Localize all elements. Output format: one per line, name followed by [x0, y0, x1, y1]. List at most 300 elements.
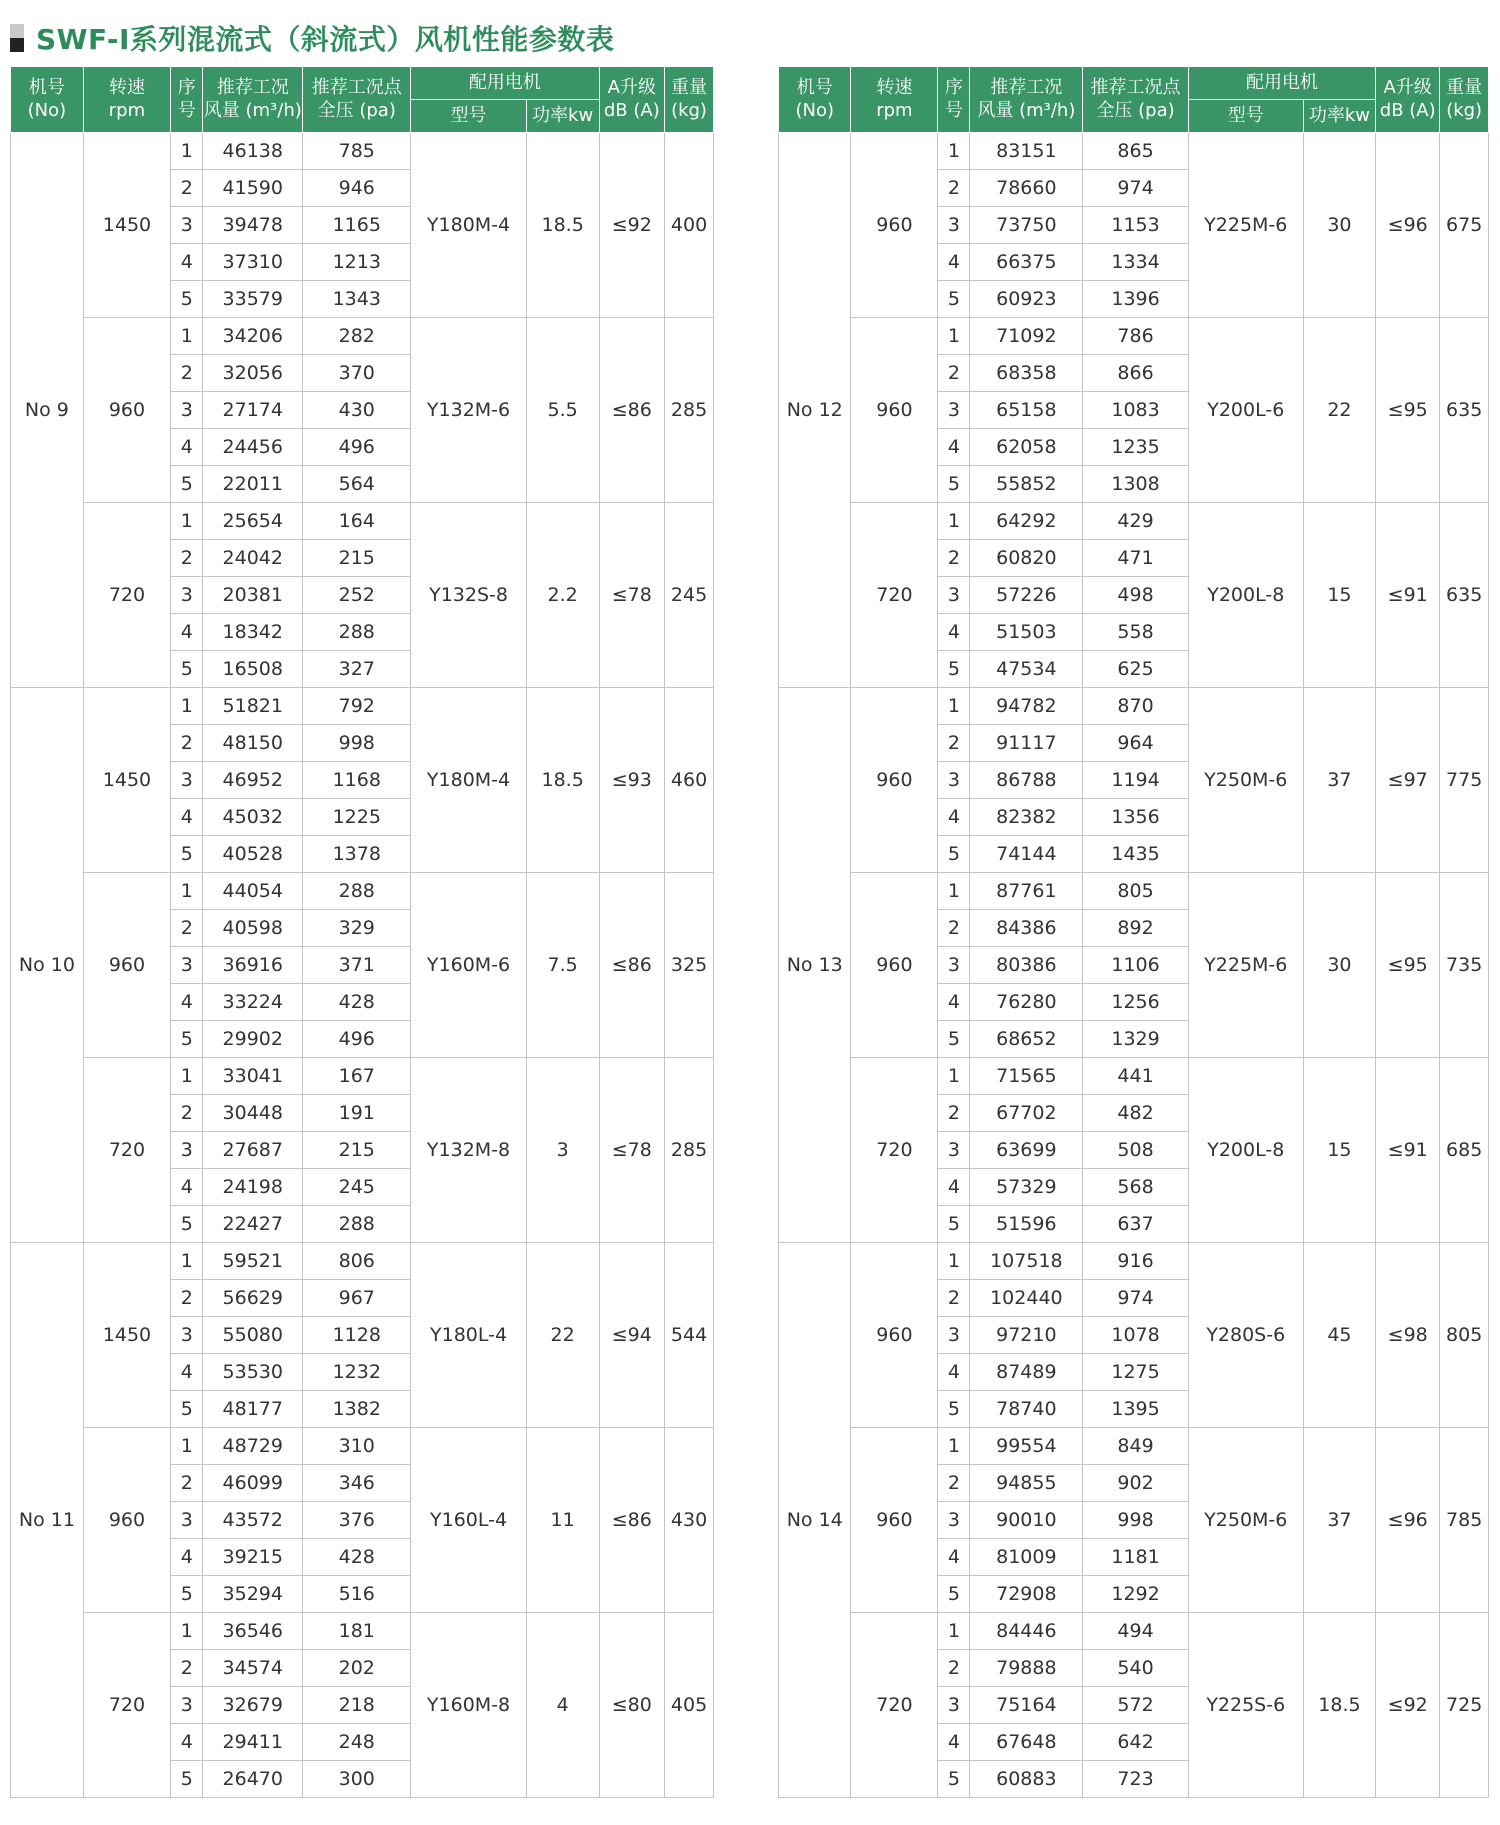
pressure-cell: 1078: [1083, 1317, 1189, 1354]
seq-cell: 4: [171, 1724, 203, 1761]
motor-power-cell: 18.5: [526, 688, 599, 873]
noise-cell: ≤96: [1376, 1428, 1440, 1613]
motor-power-cell: 4: [526, 1613, 599, 1798]
pressure-cell: 1275: [1083, 1354, 1189, 1391]
flow-cell: 78740: [970, 1391, 1083, 1428]
flow-cell: 27174: [203, 392, 303, 429]
seq-cell: 5: [171, 466, 203, 503]
table-row: [779, 318, 1489, 355]
pressure-cell: 288: [303, 1206, 411, 1243]
table-row: [779, 133, 1489, 170]
flow-cell: 87489: [970, 1354, 1083, 1391]
flow-cell: 33041: [203, 1058, 303, 1095]
seq-cell: 2: [171, 1095, 203, 1132]
pressure-cell: 1435: [1083, 836, 1189, 873]
flow-cell: 20381: [203, 577, 303, 614]
seq-cell: 3: [171, 207, 203, 244]
seq-cell: 5: [938, 1206, 970, 1243]
seq-cell: 2: [938, 1465, 970, 1502]
noise-cell: ≤86: [599, 1428, 665, 1613]
seq-cell: 3: [171, 1687, 203, 1724]
flow-cell: 39478: [203, 207, 303, 244]
speed-cell: 960: [851, 688, 938, 873]
motor-type-cell: Y280S-6: [1188, 1243, 1303, 1428]
speed-cell: 960: [83, 873, 170, 1058]
weight-cell: 685: [1440, 1058, 1489, 1243]
weight-cell: 245: [665, 503, 714, 688]
motor-type-cell: Y132M-8: [411, 1058, 526, 1243]
motor-type-cell: Y200L-8: [1188, 1058, 1303, 1243]
flow-cell: 67702: [970, 1095, 1083, 1132]
table-row: [11, 1428, 714, 1465]
flow-cell: 30448: [203, 1095, 303, 1132]
motor-type-cell: Y180M-4: [411, 133, 526, 318]
speed-cell: 960: [83, 318, 170, 503]
table-row: [11, 873, 714, 910]
seq-cell: 3: [938, 762, 970, 799]
motor-type-cell: Y250M-6: [1188, 1428, 1303, 1613]
flow-cell: 76280: [970, 984, 1083, 1021]
seq-cell: 3: [938, 207, 970, 244]
flow-cell: 91117: [970, 725, 1083, 762]
seq-cell: 2: [171, 1465, 203, 1502]
weight-cell: 285: [665, 1058, 714, 1243]
flow-cell: 36546: [203, 1613, 303, 1650]
motor-power-cell: 7.5: [526, 873, 599, 1058]
flow-cell: 34206: [203, 318, 303, 355]
table-row: [11, 503, 714, 540]
flow-cell: 22427: [203, 1206, 303, 1243]
seq-cell: 5: [938, 281, 970, 318]
flow-cell: 63699: [970, 1132, 1083, 1169]
flow-cell: 32056: [203, 355, 303, 392]
motor-power-cell: 3: [526, 1058, 599, 1243]
machine-number-cell: No 13: [779, 688, 851, 1243]
speed-cell: 960: [851, 1243, 938, 1428]
title-square-icon: [10, 24, 24, 52]
machine-number-cell: No 14: [779, 1243, 851, 1798]
pressure-cell: 202: [303, 1650, 411, 1687]
flow-cell: 46952: [203, 762, 303, 799]
motor-type-cell: Y200L-8: [1188, 503, 1303, 688]
flow-cell: 29411: [203, 1724, 303, 1761]
pressure-cell: 568: [1083, 1169, 1189, 1206]
machine-number-cell: No 9: [11, 133, 84, 688]
seq-cell: 3: [171, 762, 203, 799]
pressure-cell: 282: [303, 318, 411, 355]
machine-number-cell: No 11: [11, 1243, 84, 1798]
seq-cell: 5: [938, 1021, 970, 1058]
header-speed: 转速 rpm: [83, 67, 170, 133]
pressure-cell: 430: [303, 392, 411, 429]
seq-cell: 1: [938, 688, 970, 725]
flow-cell: 82382: [970, 799, 1083, 836]
flow-cell: 29902: [203, 1021, 303, 1058]
flow-cell: 56629: [203, 1280, 303, 1317]
seq-cell: 3: [171, 1317, 203, 1354]
weight-cell: 285: [665, 318, 714, 503]
pressure-cell: 1106: [1083, 947, 1189, 984]
seq-cell: 1: [171, 133, 203, 170]
noise-cell: ≤78: [599, 1058, 665, 1243]
seq-cell: 5: [171, 1391, 203, 1428]
seq-cell: 4: [171, 614, 203, 651]
seq-cell: 5: [171, 1576, 203, 1613]
pressure-cell: 496: [303, 429, 411, 466]
seq-cell: 4: [171, 1539, 203, 1576]
flow-cell: 67648: [970, 1724, 1083, 1761]
seq-cell: 5: [171, 651, 203, 688]
speed-cell: 720: [851, 503, 938, 688]
pressure-cell: 805: [1083, 873, 1189, 910]
pressure-cell: 498: [1083, 577, 1189, 614]
flow-cell: 33224: [203, 984, 303, 1021]
speed-cell: 960: [851, 133, 938, 318]
motor-power-cell: 22: [526, 1243, 599, 1428]
seq-cell: 4: [171, 429, 203, 466]
seq-cell: 3: [938, 1132, 970, 1169]
motor-power-cell: 18.5: [1303, 1613, 1375, 1798]
pressure-cell: 1128: [303, 1317, 411, 1354]
speed-cell: 960: [851, 1428, 938, 1613]
motor-type-cell: Y200L-6: [1188, 318, 1303, 503]
table-row: [11, 1613, 714, 1650]
table-row: [11, 688, 714, 725]
flow-cell: 55080: [203, 1317, 303, 1354]
table-row: [779, 503, 1489, 540]
motor-power-cell: 45: [1303, 1243, 1375, 1428]
table-row: [11, 133, 714, 170]
seq-cell: 5: [171, 1206, 203, 1243]
seq-cell: 1: [171, 1243, 203, 1280]
pressure-cell: 849: [1083, 1428, 1189, 1465]
pressure-cell: 1225: [303, 799, 411, 836]
machine-number-cell: No 10: [11, 688, 84, 1243]
flow-cell: 51821: [203, 688, 303, 725]
seq-cell: 4: [938, 244, 970, 281]
seq-cell: 1: [938, 1058, 970, 1095]
pressure-cell: 428: [303, 984, 411, 1021]
pressure-cell: 1396: [1083, 281, 1189, 318]
pressure-cell: 346: [303, 1465, 411, 1502]
pressure-cell: 786: [1083, 318, 1189, 355]
pressure-cell: 964: [1083, 725, 1189, 762]
pressure-cell: 327: [303, 651, 411, 688]
flow-cell: 51503: [970, 614, 1083, 651]
flow-cell: 64292: [970, 503, 1083, 540]
header-model-no: 机号 (No): [779, 67, 851, 133]
machine-number-cell: No 12: [779, 133, 851, 688]
flow-cell: 27687: [203, 1132, 303, 1169]
pressure-cell: 1153: [1083, 207, 1189, 244]
seq-cell: 4: [171, 1169, 203, 1206]
pressure-cell: 1168: [303, 762, 411, 799]
seq-cell: 5: [938, 1576, 970, 1613]
speed-cell: 1450: [83, 688, 170, 873]
pressure-cell: 637: [1083, 1206, 1189, 1243]
pressure-cell: 310: [303, 1428, 411, 1465]
flow-cell: 75164: [970, 1687, 1083, 1724]
flow-cell: 94855: [970, 1465, 1083, 1502]
speed-cell: 720: [851, 1613, 938, 1798]
seq-cell: 3: [938, 1317, 970, 1354]
motor-power-cell: 5.5: [526, 318, 599, 503]
flow-cell: 84386: [970, 910, 1083, 947]
noise-cell: ≤86: [599, 318, 665, 503]
motor-type-cell: Y225M-6: [1188, 133, 1303, 318]
seq-cell: 4: [171, 984, 203, 1021]
seq-cell: 4: [938, 1354, 970, 1391]
table-row: [779, 1613, 1489, 1650]
header-motor-type: 型号: [411, 100, 526, 133]
pressure-cell: 167: [303, 1058, 411, 1095]
flow-cell: 59521: [203, 1243, 303, 1280]
pressure-cell: 376: [303, 1502, 411, 1539]
table-row: [779, 1428, 1489, 1465]
table-row: [11, 1058, 714, 1095]
seq-cell: 4: [938, 1724, 970, 1761]
weight-cell: 725: [1440, 1613, 1489, 1798]
noise-cell: ≤97: [1376, 688, 1440, 873]
pressure-cell: 946: [303, 170, 411, 207]
pressure-cell: 288: [303, 614, 411, 651]
seq-cell: 1: [171, 318, 203, 355]
flow-cell: 84446: [970, 1613, 1083, 1650]
header-motor-power: 功率kw: [1303, 100, 1375, 133]
seq-cell: 4: [171, 244, 203, 281]
motor-power-cell: 15: [1303, 1058, 1375, 1243]
pressure-cell: 1378: [303, 836, 411, 873]
seq-cell: 2: [938, 1280, 970, 1317]
flow-cell: 47534: [970, 651, 1083, 688]
noise-cell: ≤78: [599, 503, 665, 688]
pressure-cell: 371: [303, 947, 411, 984]
pressure-cell: 215: [303, 1132, 411, 1169]
flow-cell: 83151: [970, 133, 1083, 170]
seq-cell: 2: [938, 1095, 970, 1132]
flow-cell: 16508: [203, 651, 303, 688]
pressure-cell: 218: [303, 1687, 411, 1724]
seq-cell: 1: [171, 1428, 203, 1465]
header-noise: A升级 dB (A): [599, 67, 665, 133]
pressure-cell: 866: [1083, 355, 1189, 392]
flow-cell: 40528: [203, 836, 303, 873]
table-row: [779, 1058, 1489, 1095]
pressure-cell: 248: [303, 1724, 411, 1761]
pressure-cell: 164: [303, 503, 411, 540]
header-motor-power: 功率kw: [526, 100, 599, 133]
pressure-cell: 429: [1083, 503, 1189, 540]
speed-cell: 960: [851, 873, 938, 1058]
flow-cell: 73750: [970, 207, 1083, 244]
pressure-cell: 785: [303, 133, 411, 170]
seq-cell: 5: [171, 1761, 203, 1798]
flow-cell: 24042: [203, 540, 303, 577]
flow-cell: 107518: [970, 1243, 1083, 1280]
pressure-cell: 288: [303, 873, 411, 910]
pressure-cell: 1334: [1083, 244, 1189, 281]
flow-cell: 45032: [203, 799, 303, 836]
seq-cell: 3: [171, 1502, 203, 1539]
pressure-cell: 540: [1083, 1650, 1189, 1687]
motor-type-cell: Y132S-8: [411, 503, 526, 688]
motor-power-cell: 18.5: [526, 133, 599, 318]
flow-cell: 48150: [203, 725, 303, 762]
flow-cell: 22011: [203, 466, 303, 503]
seq-cell: 1: [171, 1058, 203, 1095]
seq-cell: 4: [938, 984, 970, 1021]
flow-cell: 80386: [970, 947, 1083, 984]
pressure-cell: 564: [303, 466, 411, 503]
motor-type-cell: Y132M-6: [411, 318, 526, 503]
pressure-cell: 441: [1083, 1058, 1189, 1095]
motor-power-cell: 22: [1303, 318, 1375, 503]
seq-cell: 2: [938, 1650, 970, 1687]
seq-cell: 1: [938, 503, 970, 540]
flow-cell: 60820: [970, 540, 1083, 577]
seq-cell: 4: [938, 429, 970, 466]
pressure-cell: 471: [1083, 540, 1189, 577]
pressure-cell: 300: [303, 1761, 411, 1798]
motor-power-cell: 15: [1303, 503, 1375, 688]
pressure-cell: 516: [303, 1576, 411, 1613]
flow-cell: 94782: [970, 688, 1083, 725]
pressure-cell: 998: [303, 725, 411, 762]
seq-cell: 4: [938, 1169, 970, 1206]
performance-table-right: [778, 66, 1489, 1798]
seq-cell: 1: [938, 1613, 970, 1650]
seq-cell: 3: [938, 947, 970, 984]
page-title-block: [10, 18, 614, 58]
flow-cell: 74144: [970, 836, 1083, 873]
seq-cell: 3: [171, 392, 203, 429]
pressure-cell: 1181: [1083, 1539, 1189, 1576]
flow-cell: 40598: [203, 910, 303, 947]
noise-cell: ≤80: [599, 1613, 665, 1798]
seq-cell: 1: [938, 1428, 970, 1465]
flow-cell: 81009: [970, 1539, 1083, 1576]
pressure-cell: 1256: [1083, 984, 1189, 1021]
pressure-cell: 181: [303, 1613, 411, 1650]
header-motor-type: 型号: [1188, 100, 1303, 133]
seq-cell: 2: [938, 355, 970, 392]
pressure-cell: 496: [303, 1021, 411, 1058]
flow-cell: 66375: [970, 244, 1083, 281]
motor-type-cell: Y160L-4: [411, 1428, 526, 1613]
seq-cell: 1: [171, 1613, 203, 1650]
flow-cell: 86788: [970, 762, 1083, 799]
pressure-cell: 215: [303, 540, 411, 577]
seq-cell: 2: [171, 540, 203, 577]
motor-type-cell: Y180M-4: [411, 688, 526, 873]
seq-cell: 4: [938, 1539, 970, 1576]
seq-cell: 3: [938, 1687, 970, 1724]
speed-cell: 720: [83, 1613, 170, 1798]
pressure-cell: 508: [1083, 1132, 1189, 1169]
noise-cell: ≤98: [1376, 1243, 1440, 1428]
seq-cell: 3: [171, 1132, 203, 1169]
weight-cell: 635: [1440, 318, 1489, 503]
seq-cell: 1: [938, 318, 970, 355]
pressure-cell: 428: [303, 1539, 411, 1576]
noise-cell: ≤95: [1376, 873, 1440, 1058]
motor-type-cell: Y180L-4: [411, 1243, 526, 1428]
header-motor: 配用电机: [1188, 67, 1375, 100]
speed-cell: 720: [83, 1058, 170, 1243]
flow-cell: 57329: [970, 1169, 1083, 1206]
flow-cell: 78660: [970, 170, 1083, 207]
pressure-cell: 558: [1083, 614, 1189, 651]
pressure-cell: 974: [1083, 170, 1189, 207]
noise-cell: ≤92: [599, 133, 665, 318]
seq-cell: 1: [171, 503, 203, 540]
flow-cell: 33579: [203, 281, 303, 318]
seq-cell: 2: [171, 1650, 203, 1687]
seq-cell: 3: [171, 577, 203, 614]
motor-power-cell: 2.2: [526, 503, 599, 688]
flow-cell: 48729: [203, 1428, 303, 1465]
pressure-cell: 1343: [303, 281, 411, 318]
speed-cell: 1450: [83, 133, 170, 318]
flow-cell: 43572: [203, 1502, 303, 1539]
pressure-cell: 1308: [1083, 466, 1189, 503]
flow-cell: 37310: [203, 244, 303, 281]
header-seq: 序 号: [938, 67, 970, 133]
seq-cell: 2: [938, 170, 970, 207]
header-model-no: 机号 (No): [11, 67, 84, 133]
flow-cell: 99554: [970, 1428, 1083, 1465]
pressure-cell: 482: [1083, 1095, 1189, 1132]
pressure-cell: 792: [303, 688, 411, 725]
pressure-cell: 723: [1083, 1761, 1189, 1798]
seq-cell: 1: [938, 873, 970, 910]
header-weight: 重量 (kg): [1440, 67, 1489, 133]
header-seq: 序 号: [171, 67, 203, 133]
weight-cell: 775: [1440, 688, 1489, 873]
pressure-cell: 865: [1083, 133, 1189, 170]
speed-cell: 960: [83, 1428, 170, 1613]
header-pressure: 推荐工况点 全压 (pa): [303, 67, 411, 133]
flow-cell: 68652: [970, 1021, 1083, 1058]
pressure-cell: 1395: [1083, 1391, 1189, 1428]
seq-cell: 5: [171, 836, 203, 873]
seq-cell: 3: [171, 947, 203, 984]
table-row: [779, 688, 1489, 725]
flow-cell: 24198: [203, 1169, 303, 1206]
flow-cell: 102440: [970, 1280, 1083, 1317]
flow-cell: 36916: [203, 947, 303, 984]
seq-cell: 2: [938, 725, 970, 762]
motor-power-cell: 11: [526, 1428, 599, 1613]
motor-type-cell: Y225S-6: [1188, 1613, 1303, 1798]
pressure-cell: 1356: [1083, 799, 1189, 836]
noise-cell: ≤93: [599, 688, 665, 873]
flow-cell: 87761: [970, 873, 1083, 910]
table-row: [779, 873, 1489, 910]
flow-cell: 55852: [970, 466, 1083, 503]
weight-cell: 735: [1440, 873, 1489, 1058]
header-flow: 推荐工况 风量 (m³/h): [970, 67, 1083, 133]
seq-cell: 2: [171, 910, 203, 947]
seq-cell: 2: [171, 170, 203, 207]
flow-cell: 71092: [970, 318, 1083, 355]
seq-cell: 2: [171, 725, 203, 762]
seq-cell: 2: [171, 1280, 203, 1317]
flow-cell: 48177: [203, 1391, 303, 1428]
pressure-cell: 1232: [303, 1354, 411, 1391]
motor-type-cell: Y225M-6: [1188, 873, 1303, 1058]
seq-cell: 4: [171, 1354, 203, 1391]
